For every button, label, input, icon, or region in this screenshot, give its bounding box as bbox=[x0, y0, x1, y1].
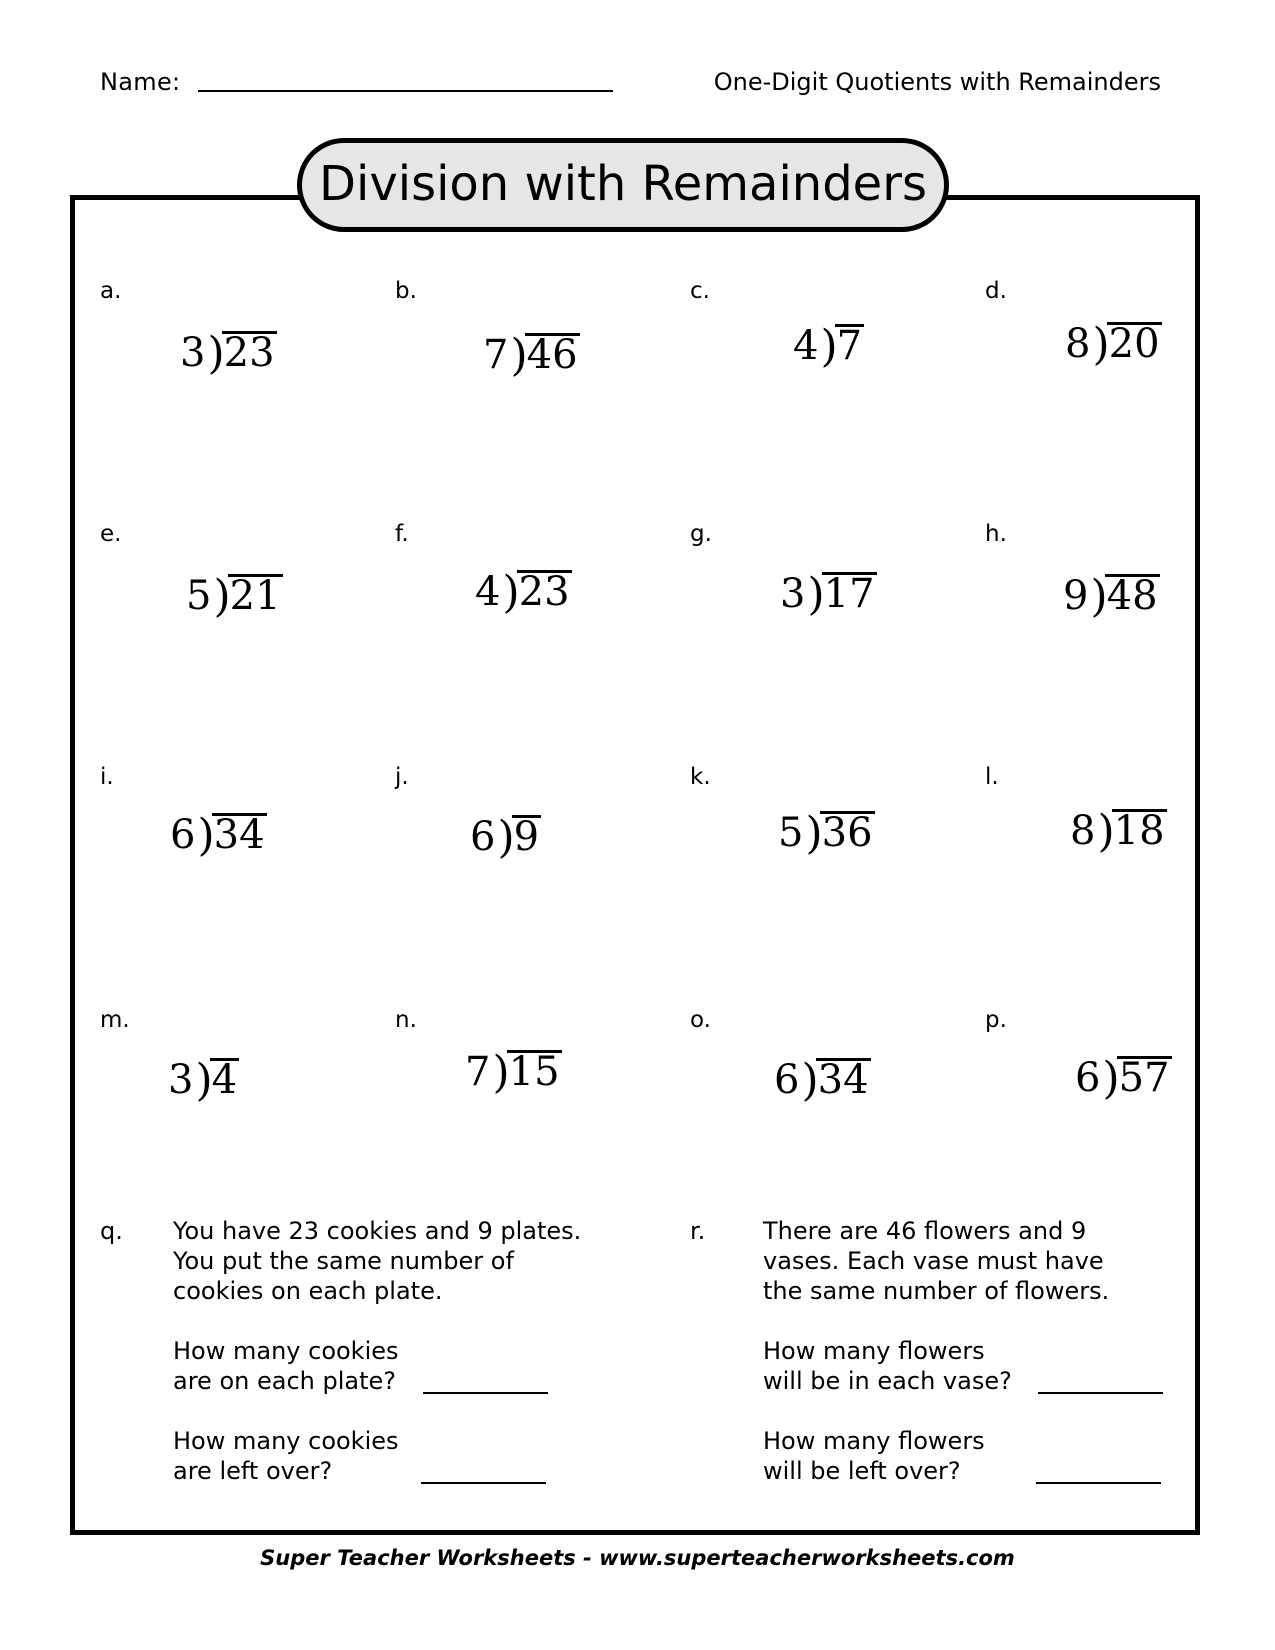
problem-letter: d. bbox=[985, 278, 1007, 304]
problem-p bbox=[985, 1007, 1255, 1207]
long-division bbox=[1070, 806, 1167, 857]
problem-n bbox=[395, 1007, 665, 1207]
divisor: 9 bbox=[1063, 573, 1089, 619]
long-division bbox=[465, 1047, 562, 1098]
division-bracket-icon: ) bbox=[510, 330, 528, 381]
dividend: 9 bbox=[513, 814, 540, 860]
problem-d bbox=[985, 278, 1255, 478]
problem-letter: m. bbox=[100, 1007, 130, 1033]
divisor: 7 bbox=[465, 1049, 491, 1095]
division-bracket-icon: ) bbox=[207, 328, 225, 379]
long-division bbox=[470, 812, 541, 863]
dividend: 23 bbox=[518, 569, 570, 615]
question-row bbox=[173, 1426, 613, 1486]
division-bracket-icon: ) bbox=[213, 571, 231, 622]
long-division bbox=[793, 321, 864, 372]
division-bracket-icon: ) bbox=[497, 812, 515, 863]
long-division bbox=[475, 567, 572, 618]
divisor: 5 bbox=[778, 810, 804, 856]
word-problem-body bbox=[173, 1216, 613, 1486]
question-row bbox=[763, 1336, 1183, 1396]
problem-letter: c. bbox=[690, 278, 710, 304]
divisor: 8 bbox=[1070, 808, 1096, 854]
dividend: 23 bbox=[223, 330, 275, 376]
problem-letter: h. bbox=[985, 521, 1007, 547]
division-bracket-icon: ) bbox=[1090, 571, 1108, 622]
dividend: 36 bbox=[821, 810, 873, 856]
long-division bbox=[186, 571, 283, 622]
name-label: Name: bbox=[100, 68, 181, 96]
long-division bbox=[168, 1055, 239, 1106]
divisor: 6 bbox=[470, 814, 496, 860]
problem-c bbox=[690, 278, 960, 478]
question-row bbox=[173, 1336, 613, 1396]
problem-k bbox=[690, 764, 960, 964]
dividend: 20 bbox=[1108, 321, 1160, 367]
divisor: 4 bbox=[475, 569, 501, 615]
word-problem-text: There are 46 flowers and 9 vases. Each vase must have the same number of flowers. bbox=[763, 1217, 1110, 1305]
problem-letter: n. bbox=[395, 1007, 417, 1033]
word-problem-r bbox=[690, 1216, 1210, 1496]
problem-f bbox=[395, 521, 665, 721]
division-bracket-icon: ) bbox=[1092, 319, 1110, 370]
long-division bbox=[1063, 571, 1160, 622]
problem-o bbox=[690, 1007, 960, 1207]
problem-letter: g. bbox=[690, 521, 712, 547]
problem-letter: f. bbox=[395, 521, 409, 547]
answer-blank[interactable] bbox=[423, 1391, 548, 1394]
long-division bbox=[180, 328, 277, 379]
answer-blank[interactable] bbox=[421, 1481, 546, 1484]
dividend: 15 bbox=[508, 1049, 560, 1095]
divisor: 4 bbox=[793, 323, 819, 369]
divisor: 6 bbox=[1075, 1055, 1101, 1101]
problem-l bbox=[985, 764, 1255, 964]
question-text: How many flowers will be in each vase? bbox=[763, 1337, 1012, 1395]
problem-letter: b. bbox=[395, 278, 417, 304]
division-bracket-icon: ) bbox=[807, 569, 825, 620]
problem-letter: q. bbox=[100, 1217, 123, 1245]
problem-letter: i. bbox=[100, 764, 114, 790]
answer-blank[interactable] bbox=[1036, 1481, 1161, 1484]
question-row bbox=[763, 1426, 1183, 1486]
division-bracket-icon: ) bbox=[195, 1055, 213, 1106]
name-blank[interactable] bbox=[198, 68, 613, 92]
divisor: 3 bbox=[780, 571, 806, 617]
long-division bbox=[170, 810, 267, 861]
name-field bbox=[100, 68, 613, 96]
dividend: 57 bbox=[1118, 1055, 1170, 1101]
division-bracket-icon: ) bbox=[1102, 1053, 1120, 1104]
dividend: 21 bbox=[229, 573, 281, 619]
dividend: 17 bbox=[823, 571, 875, 617]
divisor: 3 bbox=[180, 330, 206, 376]
problem-h bbox=[985, 521, 1255, 721]
division-bracket-icon: ) bbox=[820, 321, 838, 372]
page-title: Division with Remainders bbox=[297, 138, 949, 232]
divisor: 5 bbox=[186, 573, 212, 619]
problem-letter: j. bbox=[395, 764, 409, 790]
problem-letter: r. bbox=[690, 1217, 706, 1245]
long-division bbox=[1065, 319, 1162, 370]
dividend: 34 bbox=[817, 1057, 869, 1103]
problem-b bbox=[395, 278, 665, 478]
dividend: 46 bbox=[526, 332, 578, 378]
division-bracket-icon: ) bbox=[805, 808, 823, 859]
worksheet-subtitle: One-Digit Quotients with Remainders bbox=[713, 68, 1161, 96]
long-division bbox=[483, 330, 580, 381]
long-division bbox=[1075, 1053, 1172, 1104]
problem-letter: l. bbox=[985, 764, 999, 790]
divisor: 8 bbox=[1065, 321, 1091, 367]
question-text: How many cookies are left over? bbox=[173, 1427, 399, 1485]
dividend: 4 bbox=[211, 1057, 238, 1103]
division-bracket-icon: ) bbox=[492, 1047, 510, 1098]
question-text: How many cookies are on each plate? bbox=[173, 1337, 399, 1395]
word-problem-q bbox=[100, 1216, 620, 1496]
division-bracket-icon: ) bbox=[502, 567, 520, 618]
word-problem-text: You have 23 cookies and 9 plates. You put the same number of cookies on each plate. bbox=[173, 1217, 582, 1305]
word-problem-body bbox=[763, 1216, 1183, 1486]
dividend: 34 bbox=[213, 812, 265, 858]
problem-m bbox=[100, 1007, 370, 1207]
division-bracket-icon: ) bbox=[1097, 806, 1115, 857]
dividend: 18 bbox=[1113, 808, 1165, 854]
long-division bbox=[774, 1055, 871, 1106]
problem-a bbox=[100, 278, 370, 478]
dividend: 7 bbox=[836, 323, 863, 369]
divisor: 7 bbox=[483, 332, 509, 378]
long-division bbox=[780, 569, 877, 620]
problem-letter: a. bbox=[100, 278, 122, 304]
question-text: How many flowers will be left over? bbox=[763, 1427, 985, 1485]
footer-credit: Super Teacher Worksheets - www.superteacherworksheets.com bbox=[260, 1546, 1015, 1570]
divisor: 3 bbox=[168, 1057, 194, 1103]
problem-letter: k. bbox=[690, 764, 711, 790]
dividend: 48 bbox=[1106, 573, 1158, 619]
divisor: 6 bbox=[170, 812, 196, 858]
division-bracket-icon: ) bbox=[801, 1055, 819, 1106]
problem-letter: o. bbox=[690, 1007, 711, 1033]
problem-j bbox=[395, 764, 665, 964]
long-division bbox=[778, 808, 875, 859]
answer-blank[interactable] bbox=[1038, 1391, 1163, 1394]
problem-g bbox=[690, 521, 960, 721]
division-bracket-icon: ) bbox=[197, 810, 215, 861]
problem-i bbox=[100, 764, 370, 964]
divisor: 6 bbox=[774, 1057, 800, 1103]
problem-letter: p. bbox=[985, 1007, 1007, 1033]
problem-e bbox=[100, 521, 370, 721]
problem-letter: e. bbox=[100, 521, 122, 547]
